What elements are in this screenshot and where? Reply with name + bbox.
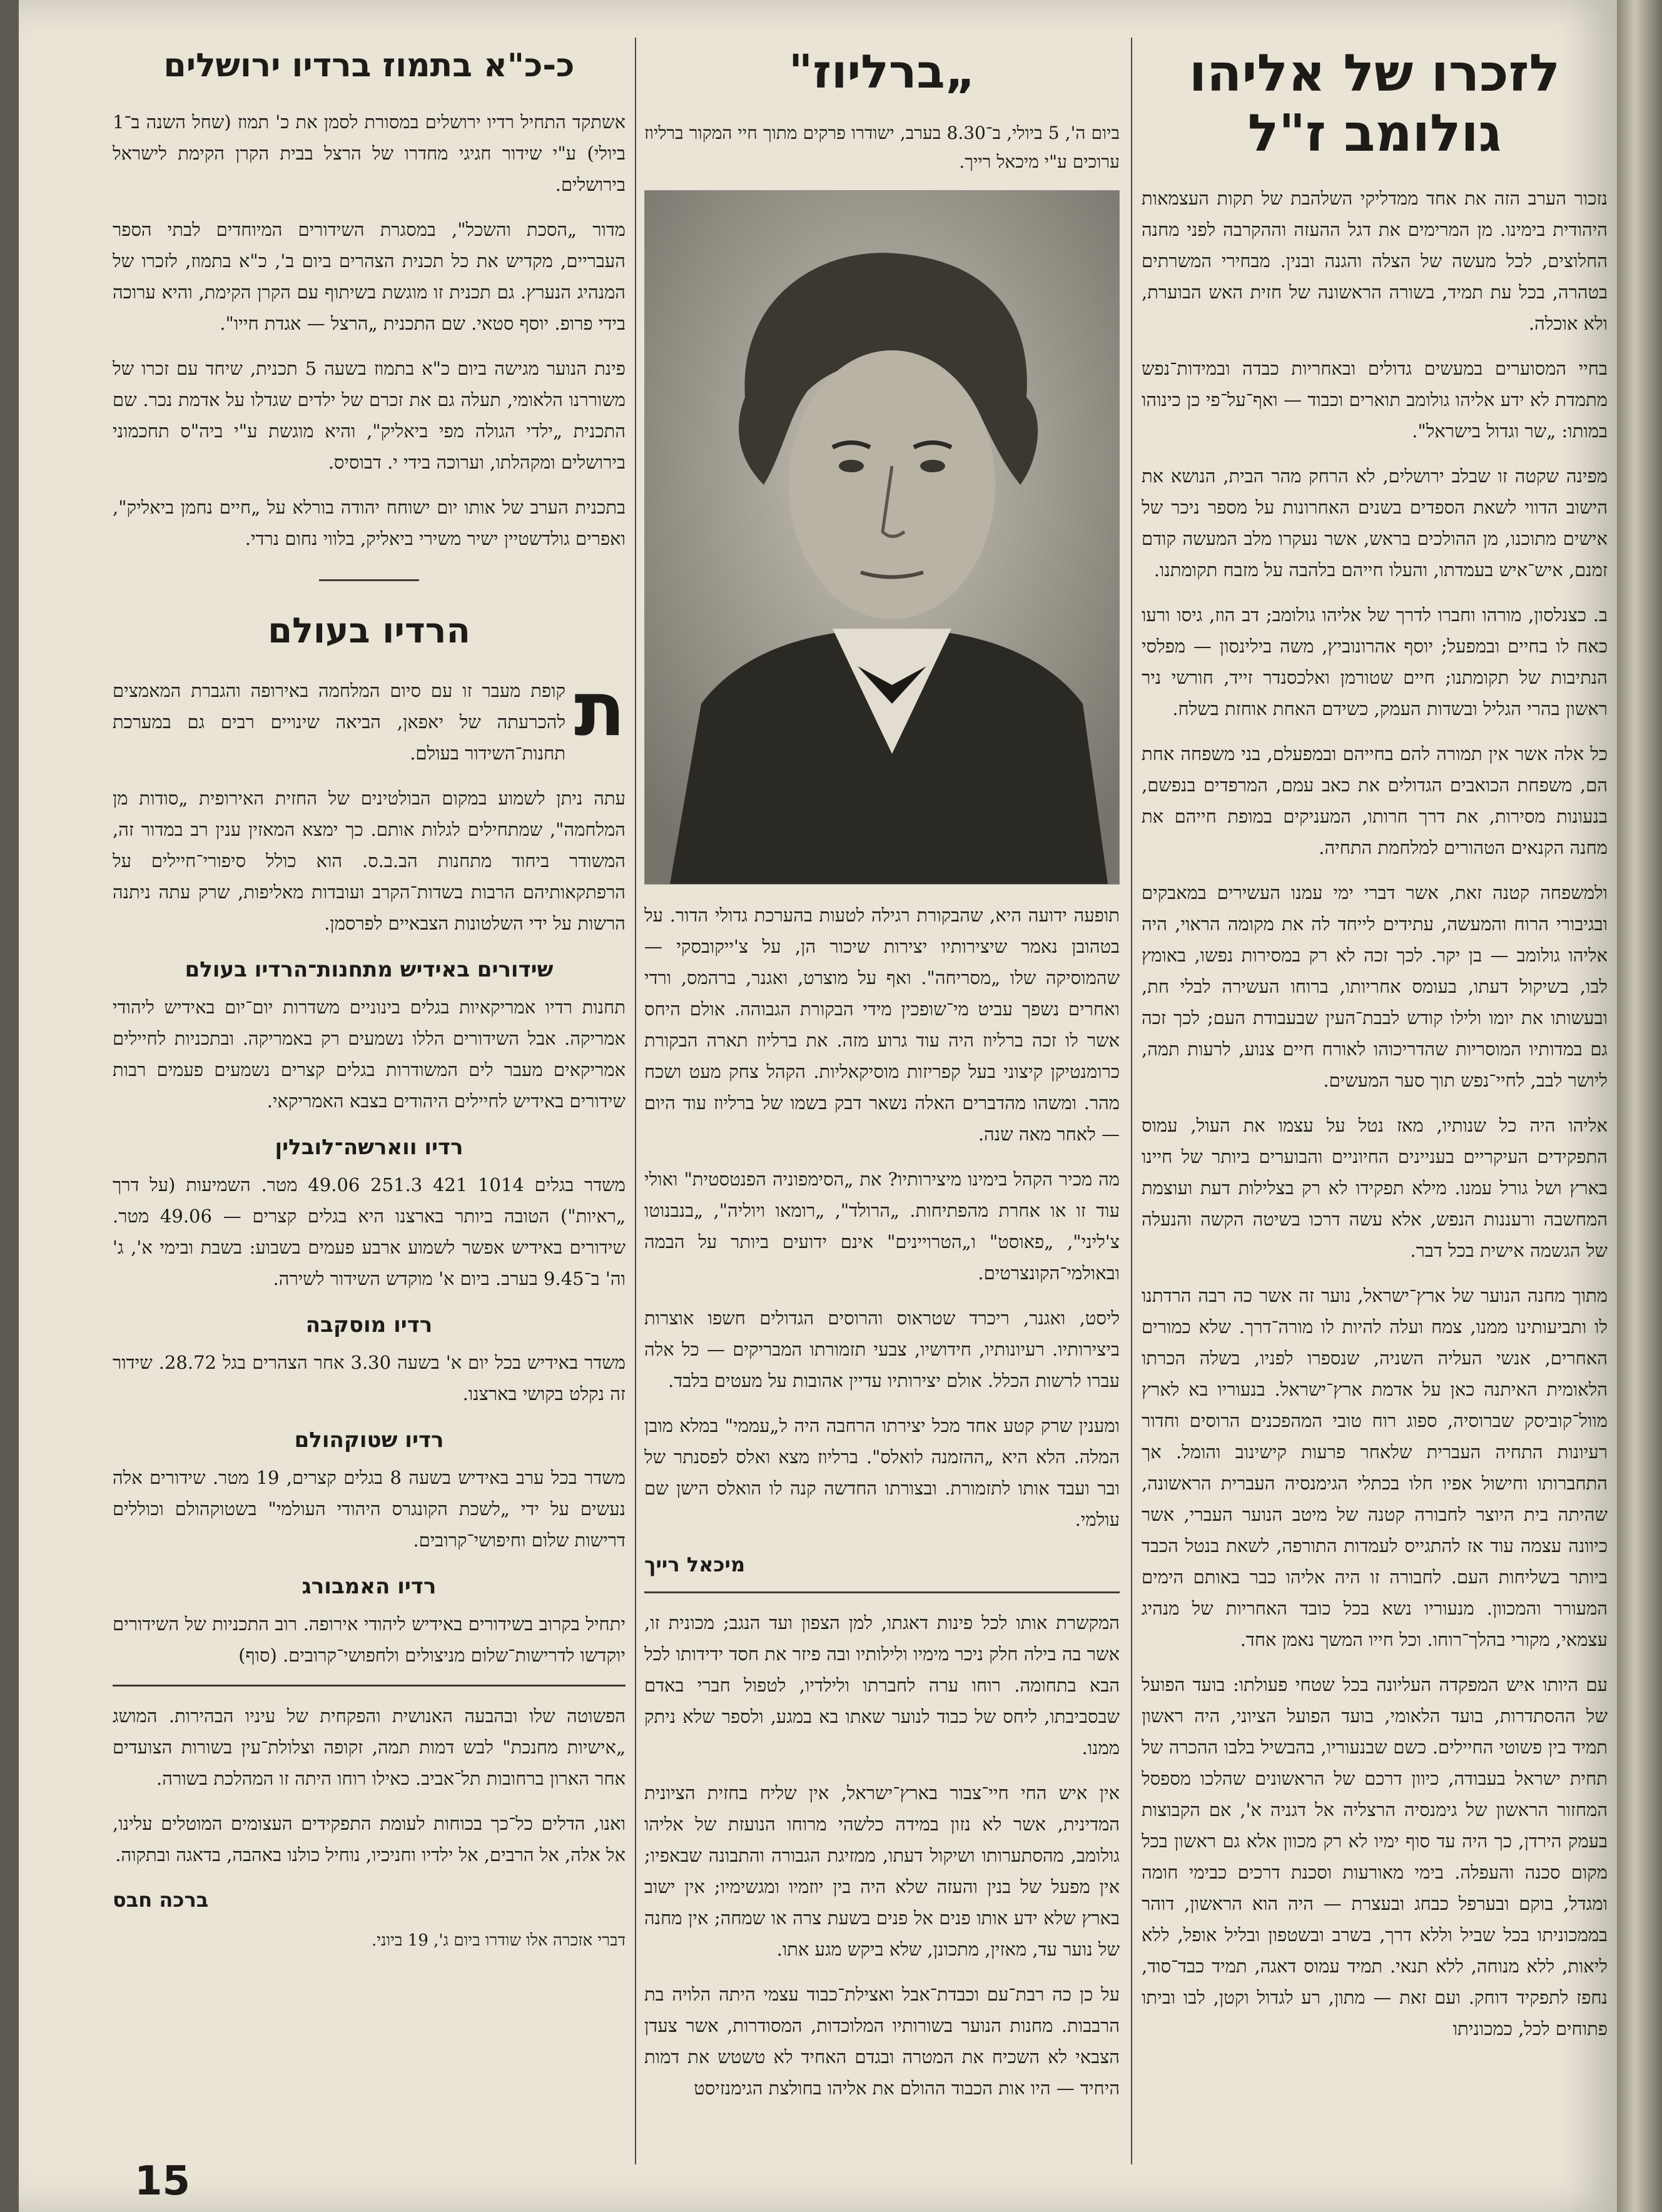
paragraph: אשתקד התחיל רדיו ירושלים במסורת לסמן את כ' תמוז (שחל השנה ב־1 ביולי) ע"י שידור חגיגי מחדרו של הרצל בבית הקרן הקימת לישראל בירושלים. xyxy=(113,111,626,195)
paragraph: הפשוטה שלו ובהבעה האנושית והפקחית של עיניו הבהירות. המושג „אישיות מחנכת" לבש דמות תמה, זקופה וצלולת־עין בשורות הצועדים אחר הארון ברחובות תל־אביב. כאילו רוחו היתה זו המהלכת בשורה. xyxy=(113,1705,626,1789)
berlioz-author: מיכאל רייך xyxy=(644,1553,746,1576)
section-heading: רדיו ווארשה־לובלין xyxy=(275,1135,464,1160)
paragraph: משדר בכל ערב באידיש בשעה 8 בגלים קצרים, 19 מטר. שידורים אלה נעשים על ידי „לשכת הקונגרס היהודי העולמי" בשטוקהולם וכוללים דרישות שלום וחיפושי־קרובים. xyxy=(113,1467,626,1551)
paragraph: על כן כה רבת־עם וכבדת־אבל ואצילת־כבוד עצמי היתה הלויה בת הרבבות. מחנות הנוער בשורותיו המלוכדות, המסודרות, אשר צעדן הצבאי לא השכיח את המטרה ובגדם האחיד לא טשטש את דמות היחיד — היו אות הכבוד ההולם את אליהו בחולצת הגימנזיסט xyxy=(644,1984,1120,2099)
memorial-column xyxy=(1142,44,1608,2171)
magazine-page xyxy=(19,0,1617,2212)
column-divider xyxy=(635,38,636,2164)
paragraph: משדר באידיש בכל יום א' בשעה 3.30 אחר הצהרים בגל 28.72. שידור זה נקלט בקושי בארצנו. xyxy=(113,1352,626,1404)
paragraph: עתה ניתן לשמוע במקום הבולטינים של החזית האירופית „סודות מן המלחמה", שמתחילים לגלות אותם. כך ימצא המאזין ענין רב במדור זה, המשודר ביחוד מתחנות הב.ב.ס. הוא כולל סיפורי־חיילים על הרפתקאותיהם הרבות בשדות־הקרב ועובדות מאליפות, שרק עתה ניתנה הרשות על ידי השלטונות הצבאיים לפרסמן. xyxy=(113,788,626,934)
paragraph: תחנות רדיו אמריקאיות בגלים בינוניים משדרות יום־יום באידיש ליהודי אמריקה. אבל השידורים הללו נשמעים רק באמריקה. ובתכניות לחיילים אמריקאים מעבר לים המשודרות בגלים קצרים נשמעים פעמים רבות שידורים באידיש לחיילים היהודים בצבא האמריקאי. xyxy=(113,997,626,1112)
paragraph: מדור „הסכת והשכל", במסגרת השידורים המיוחדים לבתי הספר העבריים, מקדיש את כל תכנית הצהרים ביום ב', כ"א בתמוז, לזכרו של המנהיג הנערץ. גם תכנית זו מוגשת בשיתוף עם הקרן הקימת, והיא ערוכה בידי פרופ. יוסף סטאי. שם התכנית „הרצל — אגדת חייו". xyxy=(113,219,626,334)
section-rule xyxy=(113,1685,626,1687)
paragraph: ולמשפחה קטנה זאת, אשר דברי ימי עמנו העשירים במאבקים ובגיבורי הרוח והמעשה, עתידים לייחד לה את מקומה הראוי, היה אליהו גולומב — בן יקר. לכך זכה לא רק במסירות נפשו, באומץ לבו, בשיקול דעתו, בעומס אחריותו, ברוחו העשירה לבלי חת, ובעשותו את יומו ולילו קודש לבבת־העין שבעבודת העם; לכך זכה גם במדותיו המוסריות שהדריכוהו לאורח חיים צנוע, לרעות תמה, ליושר לבב, לחיי־נפש תוך סער המעשים. xyxy=(1142,882,1608,1091)
paragraph: המקשרת אותו לכל פינות דאגתו, למן הצפון ועד הנגב; מכונית זו, אשר בה בילה חלק ניכר מימיו ולילותיו ובה פיזר את חסד ידידותו לכל הבא בתחומה. רוחו ערה לחברתו ולילדיו, לטפול חברי באדם שבסביבתו, ליחס של כבוד לנוער שאתו בא במגע, ולספר שלא ניתק ממנו. xyxy=(644,1612,1120,1758)
paragraph: עם היותו איש המפקדה העליונה בכל שטחי פעולתו: בועד הפועל של ההסתדרות, בועד הלאומי, בועד הפועל הציוני, היה ראשון תמיד בין פשוטי החיילים. כשם שבנעוריו, בהבשיל בלבו ההכרה של תחית ישראל בעבודה, כיוון דרכם של הראשונים שהלכו מספסל המחזור הראשון של גימנסיה הרצליה אל דגניה א', אם הקבוצות בעמק הירדן, כך היה עד סוף ימיו לא רק מכוון אלא גם ראשון בכל מקום סכנה והעפלה. בימי מאורעות וסכנת דרכים כבימי חומה ומגדל, בוקם ובערפל כבחג ובעצרת — היה הוא הראשון, דוהר בממכוניתו בכל שביל וללא דרך, בשרב ובשטפון ובליל אופל, ללא ליאות, ללא מנוחה, ללא תנאי. תמיד עמוס דאגה, תמיד כבד־סוד, נחפז לתפקיד דוחק. ועם זאת — מתון, רע לגדול וקטן, לבו וביתו פתוחים לכל, כמכוניתו xyxy=(1142,1674,1608,2039)
paragraph: נזכור הערב הזה את אחד ממדליקי השלהבת של תקות העצמאות היהודית בימינו. מן המרימים את דגל ההעזה וההקרבה לפני מחנה החלוצים, לכל מעשה של הצלה והגנה ובנין. מבחירי המשרתים בטהרה, בכל עת תמיד, בשורה הראשונה של חזית האש הבוערת, ולא אוכלה. xyxy=(1142,188,1608,334)
paragraph: יתחיל בקרוב בשידורים באידיש ליהודי אירופה. רוב התכניות של השידורים יוקדשו לדרישות־שלום מניצולים ולחפושי־קרובים. (סוף) xyxy=(113,1613,626,1666)
berlioz-column xyxy=(644,44,1120,2171)
paragraph: ואנו, הדלים כל־כך בכוחות לעומת התפקידים העצומים המוטלים עלינו, אל אלה, אל הרבים, אל ילדיו וחניכיו, נוחיל כולנו באהבה, בדאגה ובתקוה. xyxy=(113,1813,626,1865)
paragraph: בחיי המסוערים במעשים גדולים ובאחריות כבדה ובמידות־נפש מתמדת לא ידע אליהו גולומב תוארים וכבוד — ואף־על־פי כן כינוהו במותו: „שר וגדול בישראל". xyxy=(1142,358,1608,442)
section-heading: רדיו שטוקהולם xyxy=(294,1428,444,1453)
section-heading: רדיו מוסקבה xyxy=(305,1312,433,1337)
paragraph-text: קופת מעבר זו עם סיום המלחמה באירופה והגברת המאמצים להכרעתה של יאפאן, הביאה שינויים רבים גם במערכת תחנות־השידור בעולם. xyxy=(113,680,566,764)
radio-column xyxy=(113,44,626,2171)
world-title: הרדיו בעולם xyxy=(268,611,470,651)
paragraph: פינת הנוער מגישה ביום כ"א בתמוז בשעה 5 תכנית, שיחד עם זכרו של משוררנו הלאומי, תעלה גם את זכרם של ילדים שגדלו על אדמת נכר. שם התכנית „ילדי הגולה מפי ביאליק", והיא מוגשת ע"י ביה"ס תחכמוני בירושלים ומקהלתו, וערוכה בידי י. דבוסיס. xyxy=(113,358,626,473)
paragraph: תופעה ידועה היא, שהבקורת רגילה לטעות בהערכת גדולי הדור. על בטהובן נאמר שיצירותיו יצירות שיכור הן, על צ'ייקובסקי — שהמוסיקה שלו „מסריחה". ואף על מוצרט, ואגנר, ברהמס, ורדי ואחרים נשפך עביט מי־שופכין מידי הבקורת הגבוהה. אולם היחס אשר לו זכה ברליוז היה עוד גרוע מזה. את ברליוז תארה הבקורת כרומנטיקן קיצוני בעל קפריזות מוסיקאליות. הקהל צחק מעט ושכח מהר. ומשהו מהדברים האלה נשאר דבק בשמו של ברליוז עוד היום — לאחר מאה שנה. xyxy=(644,905,1120,1145)
section-heading: שידורים באידיש מתחנות־הרדיו בעולם xyxy=(185,957,554,982)
paragraph: ומענין שרק קטע אחד מכל יצירתו הרחבה היה ל„עממי" במלא מובן המלה. הלא היא „ההזמנה לואלס". ברליוז מצא ואלס לפסנתר של ובר ועבד אותו לתזמורת. ובצורתו החדשה קנה לו הואלס הישן שם עולמי. xyxy=(644,1415,1120,1530)
page-number: 15 xyxy=(134,2158,191,2204)
berlioz-portrait-image xyxy=(644,190,1120,885)
paragraph: מה מכיר הקהל בימינו מיצירותיו? את „הסימפוניה הפנטסטית" ואולי עוד זו או אחרת מהפתיחות. „הרולד", „רומאו ויוליה", „בנבנוטו צ'ליני", „פאוסט" ו„הטרויינים" אינם ידועים ביותר על הבמה ובאולמי־הקונצרטים. xyxy=(644,1169,1120,1284)
column-divider xyxy=(1131,38,1132,2164)
paragraph: אין איש החי חיי־צבור בארץ־ישראל, אין שליח בחזית הציונית המדינית, אשר לא נזון במידה כלשהי מרוחו הנועזת של אליהו גולומב, מהסתערותו ושיקול דעתו, ממזיגת הגבורה והתבונה שבאפיו; אין מפעל של בנין והעזה שלא היה בין יוזמיו ומגשימיו; אין ישוב בארץ שלא ידע אותו פנים אל פנים בשעת צרה או שמחה; אין מחנה של נוער עד, מאזין, מתכונן, שלא ביקש מגע אתו. xyxy=(644,1782,1120,1960)
paragraph: בתכנית הערב של אותו יום ישוחח יהודה בורלא על „חיים נחמן ביאליק", ואפרים גולדשטיין ישיר משירי ביאליק, בלווי נחום נרדי. xyxy=(113,497,626,549)
footnote: דברי אזכרה אלו שודרו ביום ג', 19 ביוני. xyxy=(371,1931,626,1950)
paragraph: כל אלה אשר אין תמורה להם בחייהם ובמפעלם, בני משפחה אחת הם, משפחת הכואבים הגדולים את כאב עמם, המרפדים בנפשם, בנעונות מסירות, את דרך חרותו, המעניקים במופת חייהם את מחנה הקנאים הטהורים למלחמת התחיה. xyxy=(1142,743,1608,858)
memorial-body xyxy=(1142,183,1608,2044)
paragraph: ליסט, ואגנר, ריכרד שטראוס והרוסים הגדולים חשפו אוצרות ביצירותיו. רעיונותיו, חידושיו, צבעי תזמורתו המבריקים — כל אלה עברו לרשות הכלל. אולם יצירותיו עדיין אהובות על מעטים בלבד. xyxy=(644,1307,1120,1391)
memorial-author: ברכה חבס xyxy=(113,1888,209,1912)
paragraph: משדר בגלים 1014 421 251.3 49.06 מטר. השמיעות (על דרך „ראיות") הטובה ביותר בארצנו היא בגלים קצרים — 49.06 מטר. שידורים באידיש אפשר לשמוע ארבע פעמים בשבוע: בשבת ובימי א', ג' וה' ב־9.45 בערב. ביום א' מוקדש השידור לשירה. xyxy=(113,1174,626,1289)
section-heading: רדיו האמבורג xyxy=(301,1574,437,1599)
magazine-binding xyxy=(1617,0,1662,2212)
berlioz-intro: ביום ה', 5 ביולי, ב־8.30 בערב, ישודרו פרקים מתוך חיי המקור ברליוז ערוכים ע"י מיכאל רייך. xyxy=(644,123,1120,172)
drop-cap: ת xyxy=(574,666,626,753)
memorial-title: לזכרו של אליהו גולומב ז"ל xyxy=(1188,44,1561,163)
paragraph: מפינה שקטה זו שבלב ירושלים, לא הרחק מהר הבית, הנושא את הישוב הדווי לשאת הספדים בשנים האחרונות על מספר ניכר של אישים מתוכנו, מן ההולכים בראש, אשר נעקרו מלב המעשה קודם זמנם, איש־איש בעמדתו, והעלו חייהם בלהבה על מזבח תקומתנו. xyxy=(1142,465,1608,581)
paragraph: אליהו היה כל שנותיו, מאז נטל על עצמו את העול, עמוס התפקידים העיקריים בעניינים החיוניים והבוערים ביותר של חיינו בארץ ושל גורל עמנו. מילא תפקידו לא רק בצלילות דעת ועוצמת המחשבה ורעננות הנפש, אלא עשה דרכו בשיטה הקשה והנעלה של הגשמה אישית בכל דבר. xyxy=(1142,1115,1608,1261)
berlioz-title: „ברליוז" xyxy=(788,45,976,99)
paragraph: מתוך מחנה הנוער של ארץ־ישראל, נוער זה אשר כה רבה הרדתנו לו ותביעותינו ממנו, צמח ועלה להיות לו מורה־דרך. שלא כמורים האחרים, אנשי העליה השניה, שנספרו לפניו, בשלה הכרתו הלאומית האיתנה כאן על אדמת ארץ־ישראל. בנעוריו בא לארץ מוול־קוביסק שברוסיה, ספוג רוח טובי המהפכנים הרוסים וחדור רעיונות התחיה העברית שלאחר פרעות קישינוב והומל. אך התחברותו וחישול אפיו חלו בכתלי הגימנסיה העברית הראשונה, שהיתה בית היוצר לחבורה קטנה של מיטב הנוער העברי, אשר כיוונה עצמה עוד אז להתגייס לעמדות התורפה, לשאת בנטל הכבד ביותר בשליחות העם. לחבורה זו היה אליהו כבר באותם הימים המעורר והמכוון. מנעוריו נשא בכל כובד האחריות של מנהיג עצמאי, מקורי בהלך־רוחו. וכל חייו המשך נאמן אחד. xyxy=(1142,1285,1608,1650)
section-rule xyxy=(319,579,419,581)
portrait-illustration xyxy=(645,191,1119,884)
jerusalem-title: כ-כ"א בתמוז ברדיו ירושלים xyxy=(163,47,575,84)
paragraph xyxy=(113,666,626,769)
paragraph: ב. כצנלסון, מורהו וחברו לדרך של אליהו גולומב; דב הוז, גיסו ורעו כאח לו בחיים ובמפעל; יוסף אהרונוביץ, משה בילינסון — מפלסי הנתיבות של תקומתנו; חיים שטורמן ואלכסנדר זייד, חורשי ניר ראשון בהרי הגליל ובשדות העמק, כשידם האחת אוחזת בשלח. xyxy=(1142,604,1608,719)
section-rule xyxy=(644,1591,1120,1593)
